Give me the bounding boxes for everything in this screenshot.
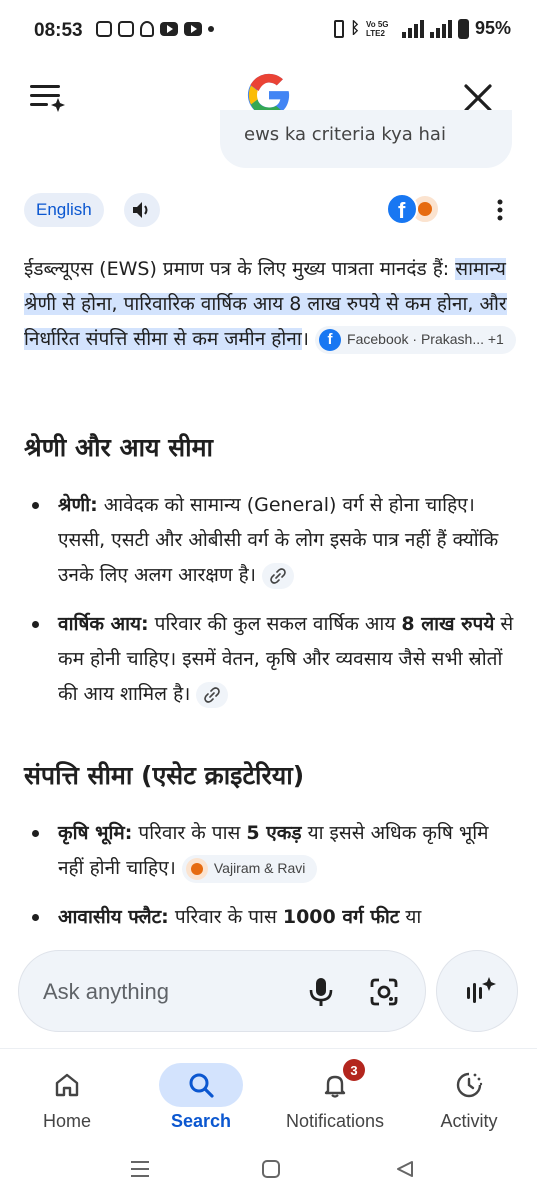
item-term: वार्षिक आय: [58,613,149,635]
user-query-text: ews ka criteria kya hai [244,124,446,145]
link-icon [270,568,286,584]
source-chip-label: Facebook · Prakash... +1 [347,331,504,347]
nav-icon-wrap [293,1063,377,1107]
signal-icon [430,20,452,38]
item-text: या इससे अधिक कृषि भूमि नहीं होनी चाहिए। [58,822,489,879]
nav-search[interactable] [134,1049,268,1149]
nav-icon-wrap [25,1063,109,1107]
notification-icons [96,21,214,37]
activity-icon [454,1070,484,1100]
section-list [24,488,518,712]
youtube-icon [184,22,202,36]
nav-label: Home [42,1111,91,1131]
system-icons [334,18,511,39]
answer-paragraph [24,252,518,357]
list-item [24,816,518,886]
search-icon [187,1071,215,1099]
bulb-icon [140,21,154,37]
vibrate-icon [334,20,344,38]
nav-home[interactable] [0,1049,134,1149]
instagram-icon [118,21,134,37]
lens-camera-icon[interactable] [369,977,399,1007]
item-text: परिवार की कुल सकल वार्षिक आय [148,613,402,635]
source-avatars[interactable] [385,192,441,226]
speaker-icon [132,201,152,219]
facebook-icon: f [319,329,341,351]
item-text: या [399,906,422,928]
list-item [24,488,518,593]
source-chip-label: Vajiram & Ravi [213,860,306,876]
notification-badge: 3 [343,1059,365,1081]
section-title: श्रेणी और आय सीमा [24,433,214,462]
item-text: आवेदक को सामान्य (General) वर्ग से होना चाहिए। एससी, एसटी और ओबीसी वर्ग के लोग इसके पात्र नहीं हैं क्योंकि उनके लिए अलग आरक्षण है। [58,494,499,586]
battery-level: 95% [474,18,511,38]
home-gesture-icon[interactable] [262,1160,280,1182]
battery-icon [458,19,469,39]
svg-text:f: f [398,198,406,223]
answer-end: । [301,328,309,350]
item-emphasis: 8 लाख रुपये [401,613,495,635]
language-chip[interactable]: English [24,193,104,227]
bottom-navigation [0,1048,537,1149]
status-bar [0,0,537,64]
source-chip-facebook[interactable] [315,326,516,354]
item-term: श्रेणी: [58,494,98,516]
ask-placeholder: Ask anything [43,979,169,1004]
recents-icon[interactable] [130,1160,150,1182]
list-item [24,900,518,935]
system-navigation-bar [0,1148,537,1199]
item-term: आवासीय फ्लैट: [58,906,169,928]
user-query-bubble [220,110,512,168]
bluetooth-icon: ᛒ [350,19,360,37]
answer-highlight: सामान्य श्रेणी से होना, पारिवारिक वार्षिक आय 8 लाख रुपये से कम होना, और निर्धारित संपत्ति सीमा से कम जमीन होना [24,258,507,350]
instagram-icon [96,21,112,37]
item-term: कृषि भूमि: [58,822,133,844]
item-text: से कम होनी चाहिए। इसमें वेतन, कृषि और व्यवसाय जैसे सभी स्रोतों की आय शामिल है। [58,613,514,705]
nav-icon-wrap [159,1063,243,1107]
link-icon [204,687,220,703]
more-notifications-dot [208,26,214,32]
back-icon[interactable] [396,1160,414,1182]
nav-activity[interactable] [402,1049,536,1149]
youtube-icon [160,22,178,36]
sparkle-bars-icon [437,951,519,1033]
list-item [24,607,518,712]
mic-icon[interactable] [307,977,335,1007]
section-title: संपत्ति सीमा (एसेट क्राइटेरिया) [24,761,305,790]
item-text: परिवार के पास [168,906,283,928]
listen-button[interactable] [124,193,160,227]
item-text: परिवार के पास [132,822,247,844]
source-logos-icon [385,192,441,226]
signal-icon [402,20,424,38]
nav-label: Activity [440,1111,498,1131]
status-time: 08:53 [34,20,83,41]
answer-intro: ईडब्ल्यूएस (EWS) प्रमाण पत्र के लिए मुख्य पात्रता मानदंड हैं: [24,258,450,280]
source-chip-vajiram[interactable] [182,855,318,883]
nav-notifications[interactable] [268,1049,402,1149]
menu-sparkle-icon[interactable] [30,82,66,112]
source-link-button[interactable] [262,563,294,589]
more-options-icon[interactable] [490,196,510,224]
ask-input[interactable] [18,950,426,1032]
nav-label: Search [170,1111,232,1131]
vajiram-logo-icon [186,858,208,880]
network-type: Vo 5G LTE2 [365,19,389,38]
nav-icon-wrap [427,1063,511,1107]
source-link-button[interactable] [196,682,228,708]
section-list [24,816,518,935]
item-emphasis: 5 एकड़ [246,822,302,844]
item-emphasis: 1000 वर्ग फीट [282,906,400,928]
ai-mode-button[interactable] [436,950,518,1032]
home-icon [53,1071,81,1099]
nav-label: Notifications [285,1111,385,1131]
